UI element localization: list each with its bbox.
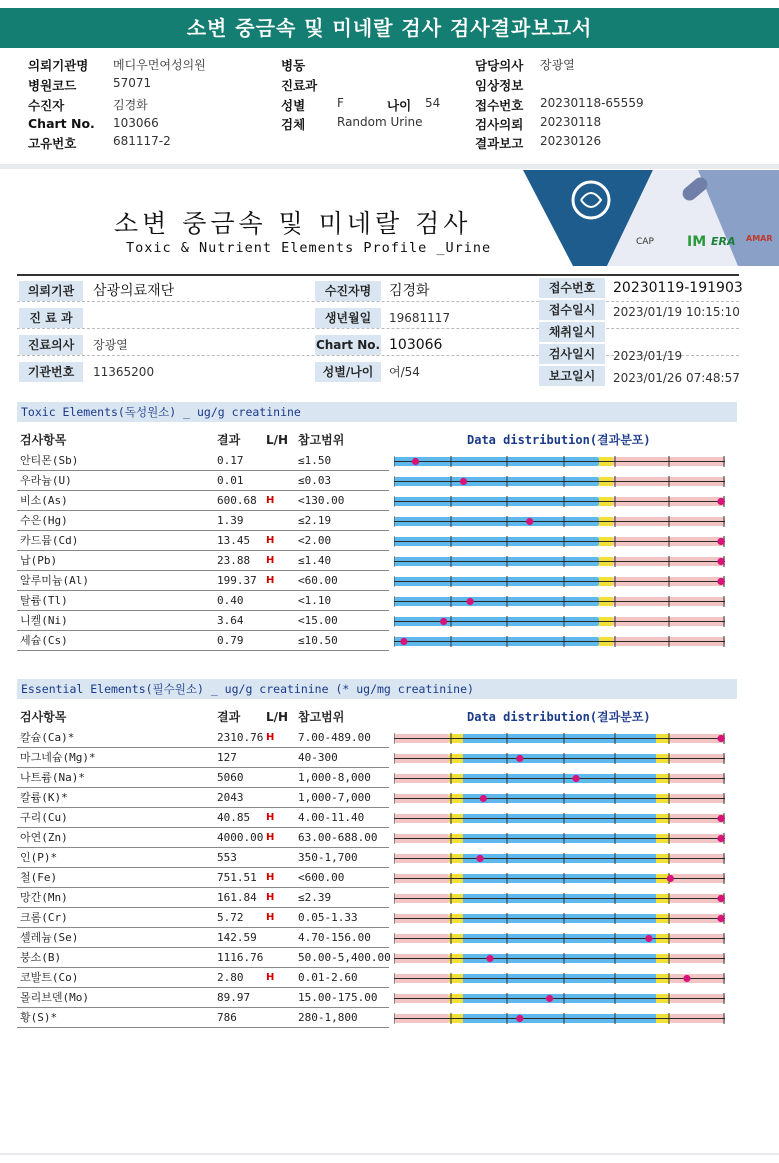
- col-dist: Data distribution(결과분포): [467, 433, 651, 447]
- col-item: 검사항목: [20, 433, 67, 447]
- distribution-bar: [394, 833, 725, 844]
- table-row: [17, 988, 737, 1008]
- result-marker: [717, 538, 724, 545]
- dept-value: [89, 308, 93, 328]
- table-row: [17, 511, 737, 531]
- result-value: 0.40: [217, 594, 244, 607]
- result-marker: [645, 935, 652, 942]
- table-row: [17, 591, 737, 611]
- element-name: 칼슘(Ca)*: [20, 731, 75, 744]
- result-marker: [717, 915, 724, 922]
- report-page: [0, 170, 779, 1155]
- report-dt-value: 2023/01/26 07:48:57: [613, 371, 740, 385]
- result-marker: [717, 558, 724, 565]
- table-row: [17, 808, 737, 828]
- reference-range: <15.00: [298, 614, 338, 627]
- report-title: 소변 중금속 및 미네랄 검사: [114, 209, 472, 238]
- cover-title: 소변 중금속 및 미네랄 검사 검사결과보고서: [0, 8, 779, 48]
- reference-range: ≤2.39: [298, 891, 332, 904]
- cover-value: 54: [425, 96, 441, 110]
- cover-value: Random Urine: [337, 115, 423, 129]
- report-subtitle: Toxic & Nutrient Elements Profile _Urine: [126, 240, 492, 256]
- recv-no-value: 20230119-191903: [613, 280, 743, 296]
- col-lh: L/H: [266, 710, 289, 724]
- table-row: [17, 631, 737, 651]
- reference-range: <1.10: [298, 594, 332, 607]
- cover-value: 20230118: [540, 115, 602, 129]
- table-row: [17, 531, 737, 551]
- lh-flag: H: [266, 732, 275, 743]
- element-name: 우라늄(U): [20, 474, 72, 487]
- sexage-value: 여/54: [389, 365, 420, 379]
- reference-range: <600.00: [298, 871, 345, 884]
- element-name: 아연(Zn): [20, 831, 68, 844]
- result-value: 161.84: [217, 891, 257, 904]
- element-name: 납(Pb): [20, 554, 58, 567]
- distribution-bar: [394, 456, 725, 467]
- lh-flag: H: [266, 555, 275, 566]
- doctor-label: 진료의사: [19, 335, 83, 355]
- dept-label: 진 료 과: [19, 308, 83, 328]
- element-name: 안티몬(Sb): [20, 454, 79, 467]
- element-name: 마그네슘(Mg)*: [20, 751, 96, 764]
- cover-label: 고유번호: [28, 136, 77, 151]
- element-name: 니켈(Ni): [20, 614, 68, 627]
- table-row: [17, 728, 737, 748]
- element-name: 황(S)*: [20, 1011, 58, 1024]
- inst-label: 의뢰기관: [19, 281, 83, 301]
- table-row: [17, 471, 737, 491]
- cover-value: 20230118-65559: [540, 96, 644, 110]
- recv-dt-value: 2023/01/19 10:15:10: [613, 305, 740, 319]
- table-row: [17, 928, 737, 948]
- element-name: 코발트(Co): [20, 971, 79, 984]
- result-value: 751.51: [217, 871, 257, 884]
- element-name: 붕소(B): [20, 951, 62, 964]
- table-row: [17, 571, 737, 591]
- element-name: 크롬(Cr): [20, 911, 68, 924]
- col-result: 결과: [217, 433, 241, 447]
- result-marker: [717, 895, 724, 902]
- element-name: 알루미늄(Al): [20, 574, 89, 587]
- reference-range: <60.00: [298, 574, 338, 587]
- table-row: [17, 491, 737, 511]
- result-value: 0.79: [217, 634, 244, 647]
- essential-table-header: [17, 707, 737, 727]
- cover-label: 나이: [387, 98, 412, 113]
- element-name: 망간(Mn): [20, 891, 68, 904]
- cap-logo: CAP: [636, 237, 654, 247]
- distribution-bar: [394, 636, 725, 647]
- result-marker: [546, 995, 553, 1002]
- cover-label: 수진자: [28, 98, 65, 113]
- element-name: 수은(Hg): [20, 514, 68, 527]
- amar-logo: AMAR: [746, 234, 773, 243]
- page-bottom: [0, 1153, 779, 1155]
- collect-value: [609, 322, 613, 342]
- result-marker: [572, 775, 579, 782]
- birth-label: 생년월일: [315, 308, 381, 328]
- table-row: [17, 551, 737, 571]
- lh-flag: H: [266, 912, 275, 923]
- recv-no-label: 접수번호: [539, 278, 605, 298]
- result-marker: [717, 815, 724, 822]
- table-row: [17, 748, 737, 768]
- result-marker: [476, 855, 483, 862]
- col-ref: 참고범위: [298, 433, 345, 447]
- cover-value: 681117-2: [113, 134, 171, 148]
- code-value: 11365200: [93, 365, 155, 379]
- reference-range: 0.01-2.60: [298, 971, 358, 984]
- result-marker: [717, 835, 724, 842]
- result-value: 40.85: [217, 811, 251, 824]
- col-dist: Data distribution(결과분포): [467, 710, 651, 724]
- cover-label: 결과보고: [475, 136, 524, 151]
- result-marker: [412, 458, 419, 465]
- result-value: 1.39: [217, 514, 244, 527]
- table-row: [17, 888, 737, 908]
- reference-range: 7.00-489.00: [298, 731, 371, 744]
- essential-heading: Essential Elements(필수원소) _ ug/g creatinine (* ug/mg creatinine): [17, 679, 737, 699]
- result-marker: [717, 735, 724, 742]
- result-value: 2.80: [217, 971, 244, 984]
- report-dt-label: 보고일시: [539, 366, 605, 386]
- recv-dt-label: 접수일시: [539, 300, 605, 320]
- reference-range: ≤2.19: [298, 514, 332, 527]
- result-value: 0.01: [217, 474, 244, 487]
- distribution-bar: [394, 496, 725, 507]
- result-value: 5060: [217, 771, 244, 784]
- result-value: 786: [217, 1011, 237, 1024]
- lh-flag: H: [266, 892, 275, 903]
- table-row: [17, 1008, 737, 1028]
- result-value: 127: [217, 751, 237, 764]
- lh-flag: H: [266, 872, 275, 883]
- distribution-bar: [394, 516, 725, 527]
- cover-label: 병동: [281, 58, 306, 73]
- chart-value: 103066: [389, 337, 443, 353]
- cover-label: 임상정보: [475, 78, 524, 93]
- distribution-bar: [394, 913, 725, 924]
- result-value: 1116.76: [217, 951, 264, 964]
- result-marker: [526, 518, 533, 525]
- cover-label: 검체: [281, 117, 306, 132]
- patient-info: [17, 274, 743, 385]
- reference-range: 1,000-7,000: [298, 791, 371, 804]
- reference-range: ≤1.40: [298, 554, 332, 567]
- cover-value: 57071: [113, 76, 152, 90]
- result-value: 4000.00: [217, 831, 264, 844]
- col-item: 검사항목: [20, 710, 67, 724]
- cover-label: 병원코드: [28, 78, 77, 93]
- distribution-bar: [394, 596, 725, 607]
- result-marker: [480, 795, 487, 802]
- chart-label: Chart No.: [315, 335, 381, 355]
- table-row: [17, 828, 737, 848]
- reference-range: 1,000-8,000: [298, 771, 371, 784]
- table-row: [17, 848, 737, 868]
- lh-flag: H: [266, 495, 275, 506]
- result-marker: [460, 478, 467, 485]
- result-marker: [516, 1015, 523, 1022]
- doctor-value: 장광열: [93, 338, 128, 352]
- distribution-bar: [394, 536, 725, 547]
- distribution-bar: [394, 813, 725, 824]
- distribution-bar: [394, 576, 725, 587]
- name-value: 김경화: [389, 283, 430, 299]
- reference-range: ≤1.50: [298, 454, 332, 467]
- element-name: 세슘(Cs): [20, 634, 68, 647]
- result-value: 553: [217, 851, 237, 864]
- table-row: [17, 948, 737, 968]
- reference-range: 280-1,800: [298, 1011, 358, 1024]
- result-marker: [516, 755, 523, 762]
- distribution-bar: [394, 933, 725, 944]
- lh-flag: H: [266, 812, 275, 823]
- cover-value: 20230126: [540, 134, 602, 148]
- reference-range: <2.00: [298, 534, 332, 547]
- cover-label: 접수번호: [475, 98, 524, 113]
- result-marker: [717, 498, 724, 505]
- element-name: 철(Fe): [20, 871, 58, 884]
- distribution-bar: [394, 873, 725, 884]
- distribution-bar: [394, 773, 725, 784]
- cover-value: 메디우먼여성의원: [113, 58, 206, 72]
- im-logo: IM: [687, 234, 707, 250]
- col-ref: 참고범위: [298, 710, 345, 724]
- table-row: [17, 451, 737, 471]
- table-row: [17, 611, 737, 631]
- reference-range: 0.05-1.33: [298, 911, 358, 924]
- test-dt-value: 2023/01/19: [613, 349, 683, 363]
- element-name: 셀레늄(Se): [20, 931, 79, 944]
- reference-range: ≤10.50: [298, 634, 338, 647]
- lh-flag: H: [266, 575, 275, 586]
- result-value: 2043: [217, 791, 244, 804]
- cover-value: 장광열: [540, 58, 575, 72]
- result-value: 600.68: [217, 494, 257, 507]
- toxic-table-header: [17, 430, 737, 450]
- result-value: 0.17: [217, 454, 244, 467]
- result-marker: [400, 638, 407, 645]
- result-value: 142.59: [217, 931, 257, 944]
- distribution-bar: [394, 893, 725, 904]
- element-name: 탈륨(Tl): [20, 594, 68, 607]
- col-result: 결과: [217, 710, 241, 724]
- distribution-bar: [394, 616, 725, 627]
- cover-value: 김경화: [113, 98, 148, 112]
- table-row: [17, 868, 737, 888]
- result-marker: [486, 955, 493, 962]
- result-value: 2310.76: [217, 731, 264, 744]
- result-marker: [440, 618, 447, 625]
- sexage-label: 성별/나이: [315, 362, 381, 382]
- reference-range: 15.00-175.00: [298, 991, 378, 1004]
- element-name: 비소(As): [20, 494, 68, 507]
- result-marker: [667, 875, 674, 882]
- result-marker: [717, 578, 724, 585]
- cover-label: 담당의사: [475, 58, 524, 73]
- table-row: [17, 788, 737, 808]
- distribution-bar: [394, 476, 725, 487]
- distribution-bar: [394, 993, 725, 1004]
- reference-range: 40-300: [298, 751, 338, 764]
- reference-range: 4.00-11.40: [298, 811, 365, 824]
- cover-label: 검사의뢰: [475, 117, 524, 132]
- reference-range: 50.00-5,400.00: [298, 951, 391, 964]
- cover-label: 성별: [281, 98, 306, 113]
- element-name: 카드뮴(Cd): [20, 534, 79, 547]
- toxic-heading: Toxic Elements(독성원소) _ ug/g creatinine: [17, 402, 737, 422]
- distribution-bar: [394, 1013, 725, 1024]
- lh-flag: H: [266, 832, 275, 843]
- distribution-bar: [394, 953, 725, 964]
- name-label: 수진자명: [315, 281, 381, 301]
- result-value: 199.37: [217, 574, 257, 587]
- distribution-bar: [394, 733, 725, 744]
- birth-value: 19681117: [389, 311, 451, 325]
- table-row: [17, 908, 737, 928]
- table-row: [17, 968, 737, 988]
- lh-flag: H: [266, 972, 275, 983]
- code-label: 기관번호: [19, 362, 83, 382]
- element-name: 나트륨(Na)*: [20, 771, 85, 784]
- lh-flag: H: [266, 535, 275, 546]
- reference-range: <130.00: [298, 494, 345, 507]
- test-dt-label: 검사일시: [539, 344, 605, 364]
- reference-range: 350-1,700: [298, 851, 358, 864]
- distribution-bar: [394, 556, 725, 567]
- collect-label: 채취일시: [539, 322, 605, 342]
- table-row: [17, 768, 737, 788]
- divider: [0, 164, 779, 169]
- cover-info: [0, 52, 779, 162]
- accreditation-logos: [636, 232, 776, 258]
- element-name: 칼륨(K)*: [20, 791, 68, 804]
- inst-value: 삼광의료재단: [93, 283, 175, 299]
- cover-value: F: [337, 96, 344, 110]
- cover-label: Chart No.: [28, 116, 95, 131]
- cover-label: 진료과: [281, 78, 318, 93]
- element-name: 몰리브덴(Mo): [20, 991, 89, 1004]
- reference-range: ≤0.03: [298, 474, 332, 487]
- element-name: 인(P)*: [20, 851, 58, 864]
- reference-range: 63.00-688.00: [298, 831, 378, 844]
- cover-value: 103066: [113, 116, 159, 130]
- era-logo: ERA: [711, 235, 736, 248]
- distribution-bar: [394, 853, 725, 864]
- result-value: 5.72: [217, 911, 244, 924]
- result-value: 13.45: [217, 534, 251, 547]
- reference-range: 4.70-156.00: [298, 931, 371, 944]
- result-marker: [683, 975, 690, 982]
- result-value: 3.64: [217, 614, 244, 627]
- result-value: 89.97: [217, 991, 251, 1004]
- cover-label: 의뢰기관명: [28, 58, 89, 73]
- result-value: 23.88: [217, 554, 251, 567]
- result-marker: [467, 598, 474, 605]
- col-lh: L/H: [266, 433, 289, 447]
- distribution-bar: [394, 793, 725, 804]
- distribution-bar: [394, 973, 725, 984]
- distribution-bar: [394, 753, 725, 764]
- element-name: 구리(Cu): [20, 811, 68, 824]
